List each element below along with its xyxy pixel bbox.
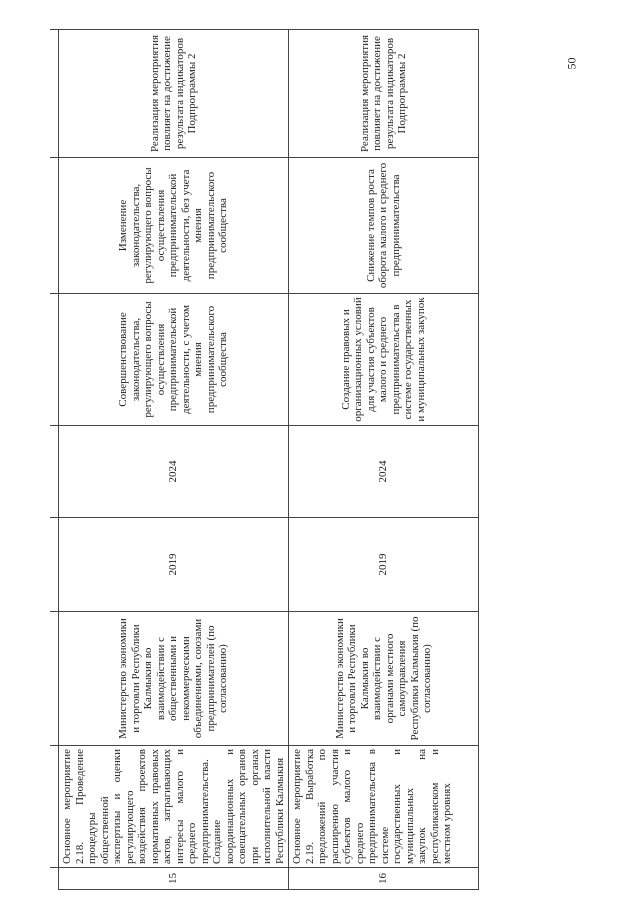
table-row <box>59 30 289 890</box>
expected-result: Создание правовых и организационных условий для участия субъектов малого и среднего предпринимательства в системе государственных и муниципальных закупок <box>289 294 479 426</box>
rotated-table-wrapper <box>50 30 453 890</box>
page-number: 50 <box>564 57 579 70</box>
table-row <box>289 30 479 890</box>
start-year: 2019 <box>289 518 479 612</box>
program-table <box>50 29 479 890</box>
measure-name: Основное мероприятие 2.19. Выработка предложений по расширению участия субъектов малого и среднего предпринимательства в системе государственных и муниципальных закупок на республиканском и местном уровнях <box>289 746 479 868</box>
indicator-link: Реализация мероприятия повлияет на достижение результата индикаторов Подпрограммы 2 <box>59 30 289 158</box>
row-number: 15 <box>59 868 289 890</box>
table-top-edge <box>50 30 59 890</box>
indicator-link: Реализация мероприятия повлияет на достижение результата индикаторов Подпрограммы 2 <box>289 30 479 158</box>
end-year: 2024 <box>289 426 479 518</box>
expected-result: Совершенствование законодательства, регулирующего вопросы осуществления предпринимательской деятельности, с учетом мнения предпринимательского сообщества <box>59 294 289 426</box>
end-year: 2024 <box>59 426 289 518</box>
row-number: 16 <box>289 868 479 890</box>
start-year: 2019 <box>59 518 289 612</box>
executor: Министерство экономики и торговли Республики Калмыкия во взаимодействии с общественными и некоммерческими объединениями, союзами предпринимателей (по согласованию) <box>59 612 289 746</box>
consequences: Изменение законодательства, регулирующего вопросы осуществления предпринимательской деятельности, без учета мнения предпринимательского сообщества <box>59 158 289 294</box>
measure-name: Основное мероприятие 2.18. Проведение процедуры общественной экспертизы и оценки регулирующего воздействия проектов нормативных правовых актов, затрагивающих интересы малого и среднего предпринимательства. Создание координационных и совещательных органов при органах исполнительной власти Республики Калмыкия <box>59 746 289 868</box>
consequences: Снижение темпов роста оборота малого и среднего предпринимательства <box>289 158 479 294</box>
executor: Министерство экономики и торговли Республики Калмыкия во взаимодействии с органами местного самоуправления Республики Калмыкия (по согласованию) <box>289 612 479 746</box>
